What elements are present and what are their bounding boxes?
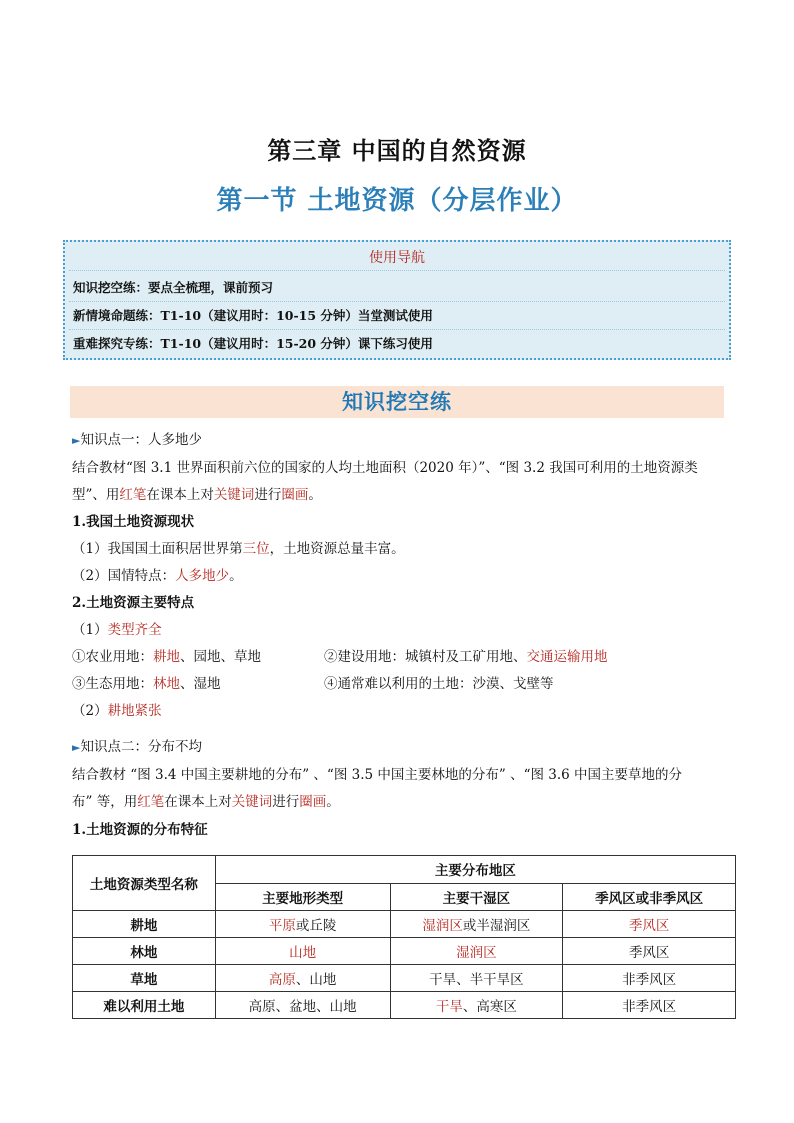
answer: 林地 [153, 676, 180, 692]
text: 高原、盆地、山地 [248, 999, 357, 1015]
text: 进行 [272, 794, 300, 810]
keyword-circle: 圈画 [281, 487, 309, 503]
answer: 平原 [268, 918, 296, 934]
cell-humidity [390, 911, 563, 938]
row-name: 草地 [73, 965, 216, 992]
keyword-keywords: 关键词 [231, 794, 273, 810]
divider [69, 270, 725, 271]
text: 型”、用 [72, 487, 120, 503]
nav-line-3: 重难探究专练：T1-10（建议用时：15-20 分钟）课下练习使用 [73, 336, 433, 351]
land-type-construction [324, 645, 608, 665]
text: ，土地资源总量丰富。 [269, 541, 405, 557]
header-land-type: 土地资源类型名称 [73, 856, 216, 911]
triangle-marker-icon: ► [72, 741, 81, 754]
text: 。 [326, 794, 340, 810]
cell-humidity [390, 938, 563, 965]
kp2-intro-line-1: 结合教材 “图 3.4 中国主要耕地的分布” 、“图 3.5 中国主要林地的分布” 、“图 3.6 中国主要草地的分 [72, 767, 683, 783]
row-name: 难以利用土地 [73, 992, 216, 1019]
answer: 三位 [242, 541, 270, 557]
cell-terrain [215, 911, 390, 938]
answer: 耕地紧张 [107, 703, 162, 719]
text: （2）国情特点： [72, 568, 176, 584]
answer: 高原 [268, 972, 296, 988]
text: 季风区 [628, 945, 670, 961]
answer: 湿润区 [422, 918, 463, 934]
usage-navigation-box [63, 240, 731, 360]
land-type-unusable: ④通常难以利用的土地：沙漠、戈壁等 [324, 676, 554, 692]
text: 干旱、半干旱区 [429, 972, 524, 988]
cell-humidity [390, 965, 563, 992]
text: （1）我国国土面积居世界第 [72, 541, 243, 557]
text: 非季风区 [622, 999, 677, 1015]
kp1-item-3 [72, 618, 162, 638]
text: 、高寒区 [462, 999, 517, 1015]
text: 。 [308, 487, 322, 503]
kp1-intro-line-1: 结合教材“图 3.1 世界面积前六位的国家的人均土地面积（2020 年）”、“图 3.2 我国可利用的土地资源类 [72, 460, 698, 476]
text: （2） [72, 703, 108, 719]
text: ③生态用地： [72, 676, 153, 692]
text: 。 [229, 568, 243, 584]
keyword-circle: 圈画 [299, 794, 327, 810]
text: ②建设用地：城镇村及工矿用地、 [324, 649, 527, 665]
kp1-item-4 [72, 699, 162, 719]
answer: 类型齐全 [107, 622, 162, 638]
kp1-title: 知识点一：人多地少 [80, 432, 202, 448]
cell-monsoon [563, 965, 736, 992]
answer: 干旱 [435, 999, 463, 1015]
text: 在课本上对 [146, 487, 214, 503]
land-distribution-table [72, 855, 736, 1019]
subheading-distribution: 1.土地资源的分布特征 [72, 822, 208, 838]
text: 、湿地 [180, 676, 221, 692]
subheading-features: 2.土地资源主要特点 [72, 595, 195, 611]
chapter-title: 第三章 中国的自然资源 [267, 137, 527, 165]
section-title: 第一节 土地资源（分层作业） [216, 186, 578, 216]
knowledge-point-1-heading [72, 428, 202, 448]
keyword-keywords: 关键词 [213, 487, 255, 503]
row-name: 耕地 [73, 911, 216, 938]
table-row [73, 965, 736, 992]
land-type-agricultural [72, 645, 261, 665]
cell-monsoon [563, 938, 736, 965]
cell-monsoon [563, 992, 736, 1019]
keyword-red-pen: 红笔 [119, 487, 147, 503]
triangle-marker-icon: ► [72, 434, 81, 447]
text: ①农业用地： [72, 649, 153, 665]
divider [69, 301, 725, 302]
land-type-ecological [72, 672, 221, 692]
answer: 耕地 [153, 649, 180, 665]
header-terrain: 主要地形类型 [215, 883, 390, 911]
kp1-item-1 [72, 537, 405, 557]
table-row [73, 938, 736, 965]
kp2-title: 知识点二：分布不均 [80, 739, 202, 755]
kp1-intro-line-2 [72, 483, 322, 503]
text: 、山地 [295, 972, 337, 988]
header-distribution: 主要分布地区 [215, 856, 735, 884]
knowledge-point-2-heading [72, 735, 202, 755]
answer: 山地 [289, 945, 317, 961]
row-name: 林地 [73, 938, 216, 965]
text: 、园地、草地 [180, 649, 261, 665]
cell-terrain [215, 965, 390, 992]
divider [69, 329, 725, 330]
answer: 季风区 [628, 918, 670, 934]
section-band-title: 知识挖空练 [70, 386, 724, 418]
answer: 交通运输用地 [526, 649, 608, 665]
text: 或丘陵 [295, 918, 337, 934]
cell-terrain [215, 992, 390, 1019]
table-row [73, 911, 736, 938]
answer: 湿润区 [456, 945, 497, 961]
nav-title: 使用导航 [369, 250, 425, 266]
keyword-red-pen: 红笔 [137, 794, 165, 810]
kp2-intro-line-2 [72, 790, 340, 810]
nav-line-2: 新情境命题练：T1-10（建议用时：10-15 分钟）当堂测试使用 [73, 308, 433, 323]
header-humidity: 主要干湿区 [390, 883, 563, 911]
text: （1） [72, 622, 108, 638]
cell-humidity [390, 992, 563, 1019]
text: 布” 等，用 [72, 794, 138, 810]
cell-monsoon [563, 911, 736, 938]
answer: 人多地少 [175, 568, 230, 584]
cell-terrain [215, 938, 390, 965]
subheading-status: 1.我国土地资源现状 [72, 514, 195, 530]
kp1-item-2 [72, 564, 243, 584]
text: 在课本上对 [164, 794, 232, 810]
text: 或半湿润区 [462, 918, 531, 934]
header-monsoon: 季风区或非季风区 [563, 883, 736, 911]
text: 非季风区 [622, 972, 677, 988]
table-row [73, 992, 736, 1019]
nav-line-1: 知识挖空练：要点全梳理，课前预习 [73, 280, 274, 295]
text: 进行 [254, 487, 282, 503]
